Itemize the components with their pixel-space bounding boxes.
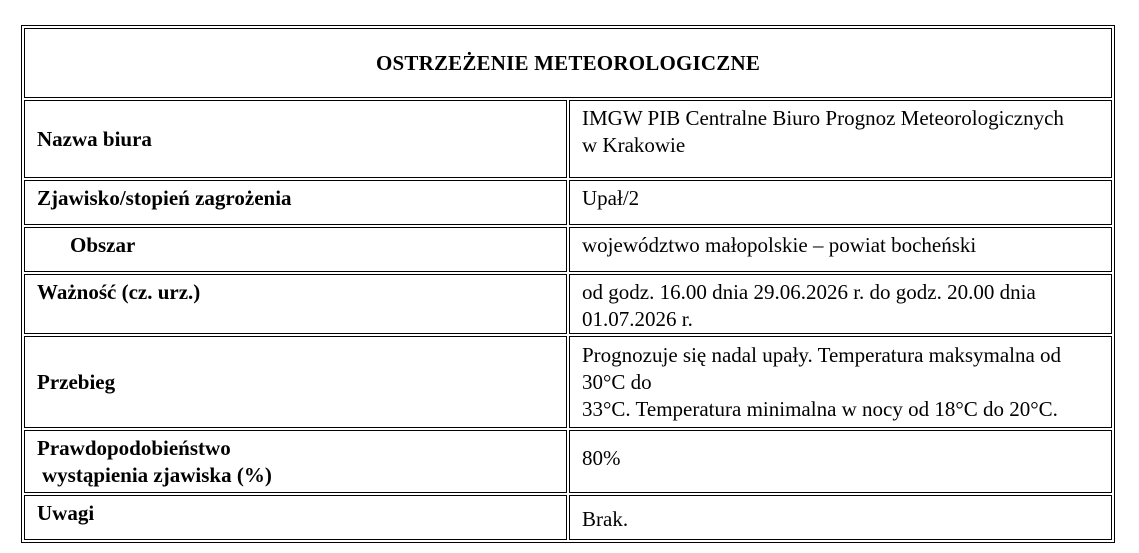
warning-table bbox=[21, 25, 1115, 543]
phenomenon-label: Zjawisko/stopień zagrożenia bbox=[24, 180, 567, 225]
table-row bbox=[24, 100, 1112, 178]
area-value: województwo małopolskie – powiat bocheński bbox=[569, 227, 1112, 272]
remarks-value: Brak. bbox=[569, 495, 1112, 540]
table-row bbox=[24, 495, 1112, 540]
area-label: Obszar bbox=[24, 227, 567, 272]
table-row bbox=[24, 227, 1112, 272]
title-row bbox=[24, 28, 1112, 98]
office-name-label: Nazwa biura bbox=[24, 100, 567, 178]
validity-label: Ważność (cz. urz.) bbox=[24, 274, 567, 334]
table-row bbox=[24, 430, 1112, 493]
validity-value: od godz. 16.00 dnia 29.06.2026 r. do godz. 20.00 dnia 01.07.2026 r. bbox=[569, 274, 1112, 334]
table-row bbox=[24, 336, 1112, 428]
probability-value: 80% bbox=[569, 430, 1112, 493]
course-line1: Prognozuje się nadal upały. Temperatura maksymalna od 30°C do bbox=[582, 342, 1062, 394]
course-label: Przebieg bbox=[24, 336, 567, 428]
course-line2: 33°C. Temperatura minimalna w nocy od 18°C do 20°C. bbox=[582, 396, 1058, 421]
probability-label bbox=[24, 430, 567, 493]
remarks-label: Uwagi bbox=[24, 495, 567, 540]
probability-label-line1: Prawdopodobieństwo bbox=[37, 436, 231, 460]
document-title: OSTRZEŻENIE METEOROLOGICZNE bbox=[24, 28, 1112, 98]
course-value bbox=[569, 336, 1112, 428]
office-name-line2: w Krakowie bbox=[582, 133, 686, 157]
table-row bbox=[24, 274, 1112, 334]
office-name-line1: IMGW PIB Centralne Biuro Prognoz Meteorologicznych bbox=[582, 106, 1064, 130]
office-name-value bbox=[569, 100, 1112, 178]
table-row bbox=[24, 180, 1112, 225]
probability-label-line2: wystąpienia zjawiska (%) bbox=[42, 463, 272, 487]
phenomenon-value: Upał/2 bbox=[569, 180, 1112, 225]
